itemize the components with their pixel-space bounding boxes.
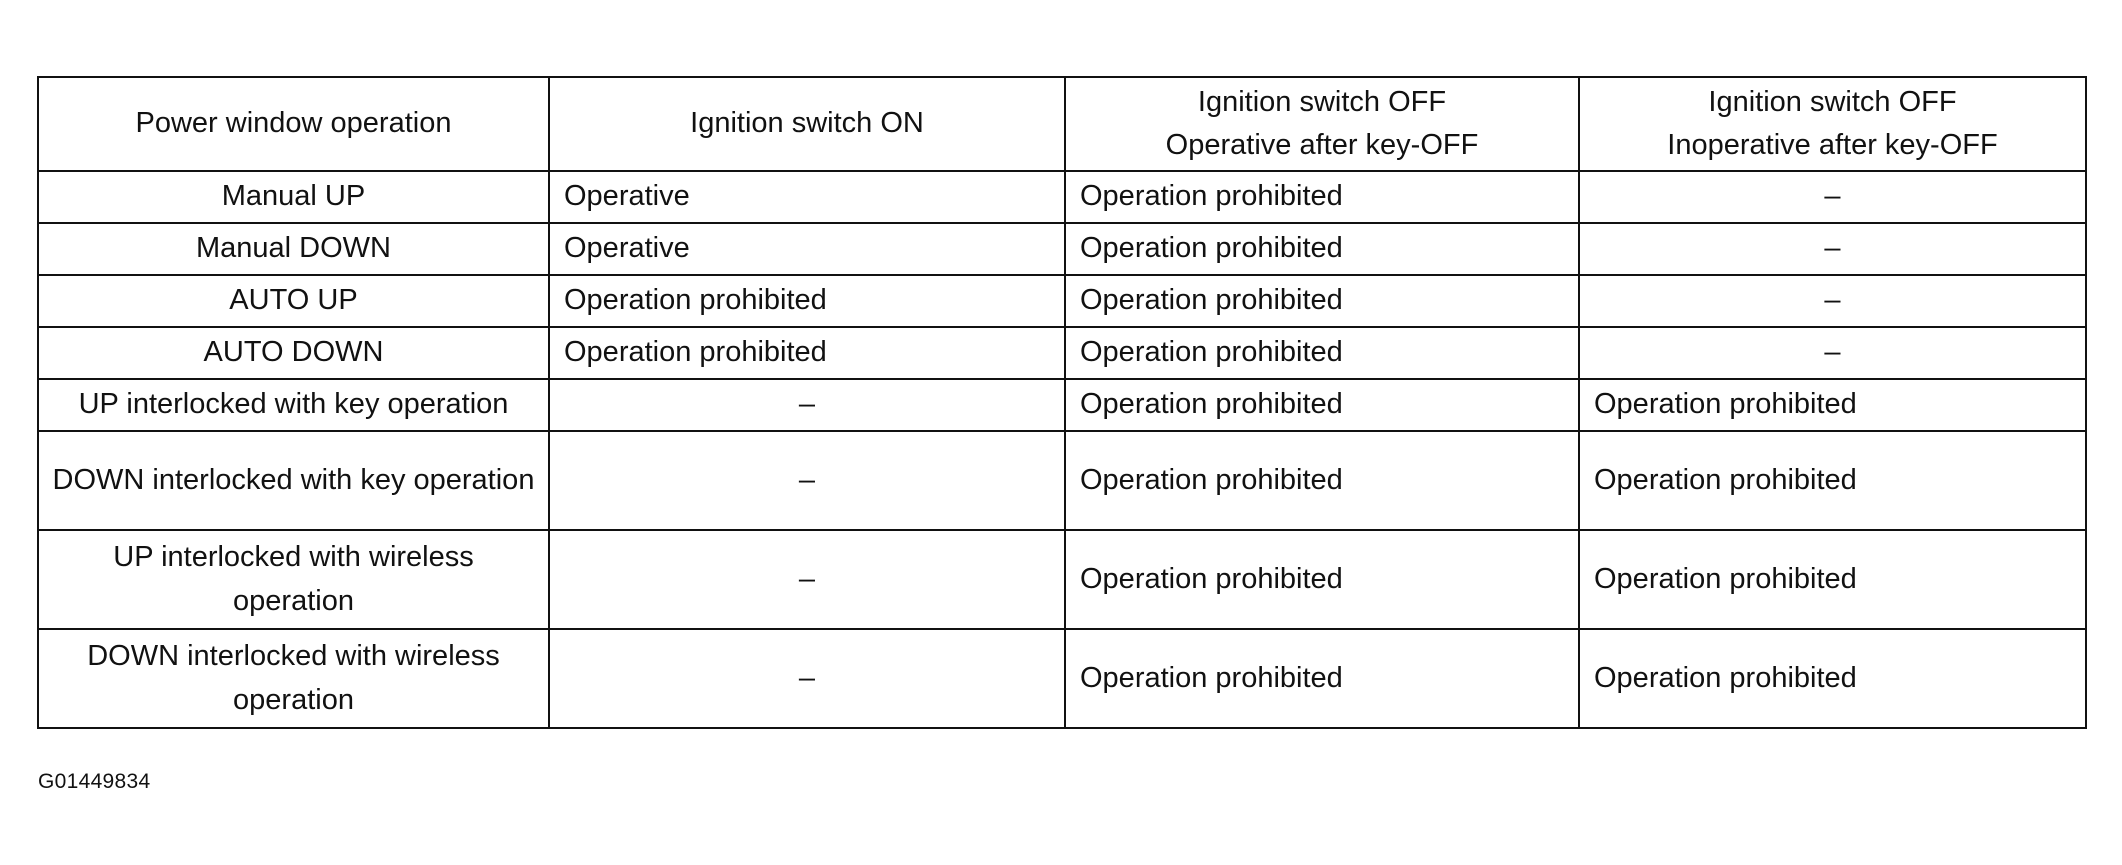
- ignition-off-operative-cell: Operation prohibited: [1065, 379, 1579, 431]
- ignition-on-cell: –: [549, 530, 1065, 629]
- ignition-on-cell: –: [549, 379, 1065, 431]
- ignition-off-operative-cell: Operation prohibited: [1065, 431, 1579, 530]
- operation-name-cell: UP interlocked with wireless operation: [38, 530, 549, 629]
- table-row: [38, 223, 2086, 275]
- header-ignition-on: Ignition switch ON: [549, 77, 1065, 171]
- ignition-off-operative-cell: Operation prohibited: [1065, 223, 1579, 275]
- table-row: [38, 431, 2086, 530]
- table-row: [38, 530, 2086, 629]
- table-row: [38, 275, 2086, 327]
- header-power-window-operation: Power window operation: [38, 77, 549, 171]
- header-row: [38, 77, 2086, 171]
- ignition-off-inoperative-cell: –: [1579, 171, 2086, 223]
- ignition-off-inoperative-cell: Operation prohibited: [1579, 379, 2086, 431]
- ignition-off-operative-cell: Operation prohibited: [1065, 327, 1579, 379]
- operation-name-cell: AUTO UP: [38, 275, 549, 327]
- operation-name-cell: DOWN interlocked with key operation: [38, 431, 549, 530]
- header-ignition-off-operative: Ignition switch OFF Operative after key-OFF: [1065, 77, 1579, 171]
- table-row: [38, 629, 2086, 728]
- ignition-off-inoperative-cell: Operation prohibited: [1579, 530, 2086, 629]
- operation-name-cell: DOWN interlocked with wireless operation: [38, 629, 549, 728]
- operation-name-cell: Manual DOWN: [38, 223, 549, 275]
- ignition-off-inoperative-cell: –: [1579, 327, 2086, 379]
- ignition-off-inoperative-cell: –: [1579, 275, 2086, 327]
- figure-id: G01449834: [38, 770, 151, 793]
- operation-name-cell: Manual UP: [38, 171, 549, 223]
- ignition-off-operative-cell: Operation prohibited: [1065, 530, 1579, 629]
- table-row: [38, 171, 2086, 223]
- ignition-on-cell: Operation prohibited: [549, 327, 1065, 379]
- ignition-on-cell: –: [549, 431, 1065, 530]
- ignition-off-inoperative-cell: –: [1579, 223, 2086, 275]
- ignition-off-operative-cell: Operation prohibited: [1065, 171, 1579, 223]
- ignition-off-operative-cell: Operation prohibited: [1065, 629, 1579, 728]
- ignition-on-cell: –: [549, 629, 1065, 728]
- ignition-on-cell: Operative: [549, 223, 1065, 275]
- table-row: [38, 327, 2086, 379]
- table-row: [38, 379, 2086, 431]
- ignition-off-inoperative-cell: Operation prohibited: [1579, 431, 2086, 530]
- ignition-off-operative-cell: Operation prohibited: [1065, 275, 1579, 327]
- ignition-off-inoperative-cell: Operation prohibited: [1579, 629, 2086, 728]
- power-window-operation-table: [37, 76, 2087, 729]
- ignition-on-cell: Operative: [549, 171, 1065, 223]
- header-ignition-off-inoperative: Ignition switch OFF Inoperative after key-OFF: [1579, 77, 2086, 171]
- ignition-on-cell: Operation prohibited: [549, 275, 1065, 327]
- operation-name-cell: AUTO DOWN: [38, 327, 549, 379]
- operation-name-cell: UP interlocked with key operation: [38, 379, 549, 431]
